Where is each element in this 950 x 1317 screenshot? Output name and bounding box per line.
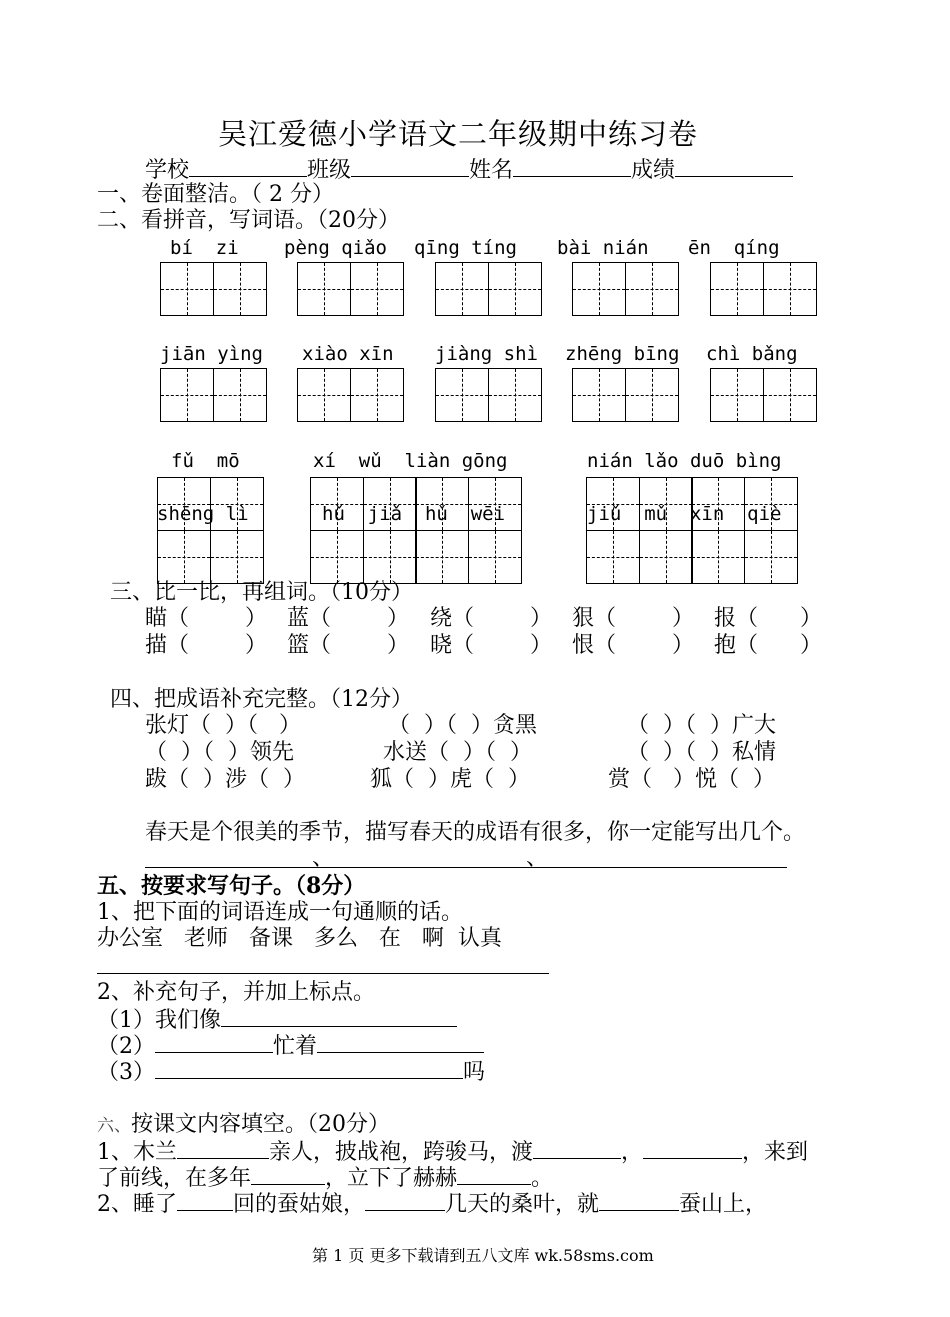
idiom-item: 赏（ ）悦（ ） (608, 767, 775, 792)
answer-blank[interactable] (643, 1138, 742, 1159)
pinyin-label: xiào xīn (302, 343, 394, 365)
fill-line-1 (97, 1138, 808, 1166)
pinyin-label: chì bǎng (706, 343, 798, 365)
pinyin-label: jiān yìng (160, 343, 263, 365)
compare-item: 狠（ ） (572, 606, 694, 631)
writing-grid[interactable] (572, 262, 677, 316)
sentence-1 (97, 1006, 457, 1034)
section-1-heading: 一、卷面整洁。（ 2 分） (97, 182, 334, 207)
question-text: 2、补充句子，并加上标点。 (97, 980, 375, 1005)
sentence-text: 吗 (463, 1060, 486, 1085)
answer-blank[interactable] (317, 1032, 484, 1053)
fill-text: 。 (531, 1166, 554, 1191)
section-3-heading: 三、比一比，再组词。（10分） (110, 580, 413, 605)
writing-grid[interactable] (310, 530, 520, 584)
answer-blank[interactable] (365, 1190, 445, 1211)
idiom-item: 跋（ ）涉（ ） (145, 767, 305, 792)
page-title: 吴江爱德小学语文二年级期中练习卷 (218, 117, 699, 151)
separator: 、 (526, 846, 549, 871)
section-6-number: 六、 (97, 1116, 131, 1136)
answer-blank[interactable] (457, 1164, 531, 1185)
separator: 、 (312, 846, 335, 871)
header-fields (145, 156, 793, 184)
answer-blank[interactable] (599, 1190, 679, 1211)
pinyin-label: jiǔ mǔ xīn qiè (587, 503, 782, 525)
pinyin-label: fǔ mō (171, 450, 240, 472)
fill-text: 2、睡了 (97, 1192, 177, 1217)
name-label: 姓名 (469, 158, 514, 183)
pinyin-label: qīng tíng (414, 237, 517, 259)
writing-grid[interactable] (572, 368, 677, 422)
answer-blank[interactable] (221, 1006, 457, 1027)
compare-item: 绕（ ） (430, 606, 552, 631)
fill-text: ， (621, 1140, 644, 1165)
answer-line[interactable] (97, 973, 549, 974)
pinyin-label: nián lǎo duō bìng (587, 450, 782, 472)
sentence-2 (97, 1032, 484, 1060)
writing-grid[interactable] (435, 262, 540, 316)
fill-text: 蚕山上， (679, 1192, 768, 1217)
section-4-heading: 四、把成语补充完整。（12分） (110, 687, 413, 712)
spring-prompt: 春天是个很美的季节，描写春天的成语有很多，你一定能写出几个。 (145, 820, 806, 845)
pinyin-label: bài nián (557, 237, 649, 259)
pinyin-label: xí wǔ liàn gōng (313, 450, 508, 472)
answer-blank[interactable] (155, 1058, 463, 1079)
compare-item: 报（ ） (714, 606, 822, 631)
section-6-heading (97, 1112, 390, 1139)
school-blank[interactable] (189, 156, 307, 177)
sentence-prefix: （2） (97, 1034, 155, 1059)
idiom-item: （ ）（ ）贪黑 (388, 713, 537, 738)
score-label: 成绩 (631, 158, 676, 183)
writing-grid[interactable] (160, 368, 265, 422)
writing-grid[interactable] (297, 262, 402, 316)
pinyin-label: hǔ jiǎ hǔ wēi (322, 503, 506, 525)
word-list: 办公室 老师 备课 多么 在 啊 认真 (97, 926, 502, 951)
writing-grid[interactable] (435, 368, 540, 422)
answer-blank[interactable] (533, 1138, 621, 1159)
pinyin-label: pèng qiǎo (284, 237, 387, 259)
page-footer: 第 1 页 更多下载请到五八文库 wk.58sms.com (312, 1246, 654, 1265)
compare-item: 恨（ ） (572, 633, 694, 658)
fill-text: 亲人，披战袍，跨骏马，渡 (269, 1140, 534, 1165)
idiom-item: （ ）（ ）领先 (145, 740, 294, 765)
idiom-item: （ ）（ ）私情 (627, 740, 776, 765)
sentence-3 (97, 1058, 485, 1086)
writing-grid[interactable] (297, 368, 402, 422)
pinyin-label: jiàng shì (435, 343, 538, 365)
fill-text: 回的蚕姑娘， (233, 1192, 366, 1217)
class-label: 班级 (307, 158, 352, 183)
compare-item: 蓝（ ） (287, 606, 409, 631)
answer-blank[interactable] (177, 1190, 233, 1211)
sentence-prefix: （3） (97, 1060, 155, 1085)
pinyin-label: bí zi (170, 237, 239, 259)
fill-text: 几天的桑叶，就 (445, 1192, 600, 1217)
question-text: 1、把下面的词语连成一句通顺的话。 (97, 900, 463, 925)
compare-item: 描（ ） (145, 633, 267, 658)
fill-line-3 (97, 1190, 767, 1218)
compare-item: 瞄（ ） (145, 606, 267, 631)
sentence-prefix: （1）我们像 (97, 1008, 221, 1033)
pinyin-label: shēng lì (157, 503, 249, 525)
idiom-item: 张灯（ ）（ ） (145, 713, 301, 738)
idiom-item: 狐（ ）虎（ ） (370, 767, 530, 792)
compare-item: 抱（ ） (714, 633, 822, 658)
writing-grid[interactable] (710, 262, 815, 316)
writing-grid[interactable] (157, 530, 262, 584)
writing-grid[interactable] (710, 368, 815, 422)
idiom-item: （ ）（ ）广大 (627, 713, 776, 738)
idiom-item: 水送（ ）（ ） (383, 740, 532, 765)
fill-line-2 (97, 1164, 553, 1192)
school-label: 学校 (145, 158, 190, 183)
compare-item: 篮（ ） (287, 633, 409, 658)
fill-text: 了前线，在多年 (97, 1166, 252, 1191)
answer-blank[interactable] (177, 1138, 269, 1159)
fill-text: ，来到 (742, 1140, 809, 1165)
section-5-heading: 五、按要求写句子。（8分） (97, 873, 366, 899)
pinyin-label: ēn qíng (688, 237, 780, 259)
writing-grid[interactable] (586, 530, 796, 584)
answer-blank[interactable] (155, 1032, 273, 1053)
answer-blank[interactable] (251, 1164, 325, 1185)
compare-item: 晓（ ） (430, 633, 552, 658)
score-blank[interactable] (675, 156, 793, 177)
section-2-heading: 二、看拼音，写词语。（20分） (97, 208, 400, 233)
class-blank[interactable] (351, 156, 469, 177)
fill-text: ，立下了赫赫 (325, 1166, 458, 1191)
answer-line[interactable] (145, 867, 787, 868)
sentence-text: 忙着 (273, 1034, 318, 1059)
pinyin-label: zhēng bīng (565, 343, 680, 365)
writing-grid[interactable] (160, 262, 265, 316)
fill-text: 1、木兰 (97, 1140, 177, 1165)
name-blank[interactable] (513, 156, 631, 177)
section-6-title: 按课文内容填空。（20分） (131, 1112, 390, 1137)
